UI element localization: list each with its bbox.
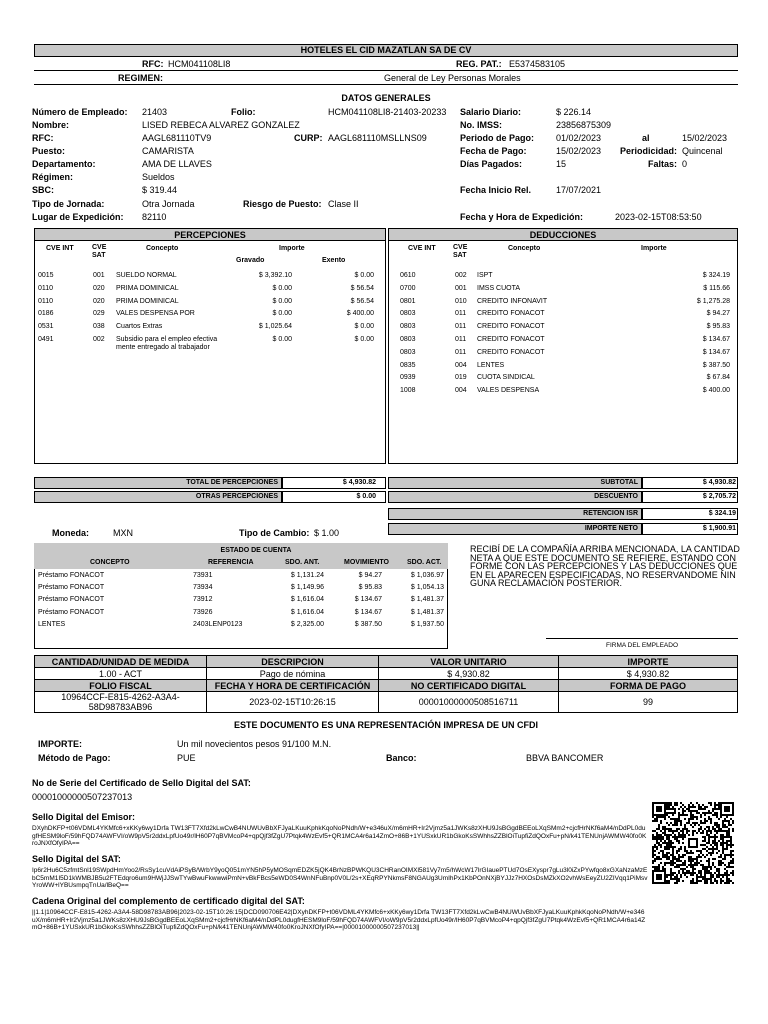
salario-value: $ 226.14 (556, 107, 592, 117)
retencion-label: RETENCION ISR (583, 510, 638, 517)
tipocambio-label: Tipo de Cambio: (239, 528, 310, 538)
perc-gravado: $ 0.00 (272, 284, 292, 292)
estado-h-mov: MOVIMIENTO (344, 559, 389, 566)
fechaexp-value: 2023-02-15T08:53:50 (615, 212, 702, 222)
imss-label: No. IMSS: (460, 120, 502, 130)
retencion-value: $ 324.19 (708, 510, 736, 517)
cfdi-h-nocert: NO CERTIFICADO DIGITAL (379, 680, 559, 692)
estado-sdoact: $ 1,481.37 (410, 608, 444, 616)
importe-label: IMPORTE: (38, 739, 82, 749)
moneda-label: Moneda: (52, 528, 89, 538)
sbc-value: $ 319.44 (142, 185, 178, 195)
cadena-value: ||1.1|10964CCF-E815-4262-A3A4-58D98783AB96|2023-02-15T10:26:15|DCD090706E42|DXyhDKFP+t06VDML4YKMfc6+xKKy6wy1Drfa TW13FT7Xfd2kLwCwB4NUWUvBbXFJyaLKuuKphkKqoNoPNdh/W+e346uX/m6mHR+Ir2Vjmz5a1JWKs8zXHU9JsBGgdBEEoLXqSMm2+cjcfHrNKf6aM4/nDdPL0dugfHESM9loF/59hFQD74AWFVI/oW9pV5r2ddxLpfUo49r/lH60P7qBVMcoP4+qpQjf3fZgU7Ptqk4WzEvf5+QR1MCA4r6a14ZmO+86B+1YUSxkUR1bGkoKsSWhhsZZBlOiTupfiZdQOxFu+pN/k41TENUnjAWMW40fo0KroJNXfOfyIPA==|00001000000507237013|| (32, 909, 646, 931)
curp-label: CURP: (294, 133, 323, 143)
ded-sat: 011 (455, 348, 467, 356)
estado-sdoant: $ 1,616.04 (290, 596, 324, 604)
faltas-label: Faltas: (648, 159, 678, 169)
periodicidad-label: Periodicidad: (620, 146, 678, 156)
ded-importe: $ 95.83 (706, 323, 730, 331)
cfdi-h-valor: VALOR UNITARIO (379, 656, 559, 668)
estado-ref: 73931 (193, 572, 213, 579)
estado-ref: 73912 (193, 596, 213, 604)
ded-sat: 002 (455, 272, 467, 279)
ded-cve: 0803 (400, 310, 416, 318)
estado-h-sdoact: SDO. ACT. (407, 559, 442, 566)
estado-sdoact: $ 1,054.13 (410, 584, 444, 592)
deducciones-box (388, 228, 738, 464)
perc-cve: 0186 (38, 310, 54, 318)
regpat-label: REG. PAT.: (456, 59, 502, 69)
ded-sat: 011 (455, 336, 467, 343)
perc-h-sat2: SAT (92, 252, 106, 259)
perc-concepto: PRIMA DOMINICAL (116, 284, 179, 292)
cfdi-importe: $ 4,930.82 (559, 668, 738, 680)
estado-sdoant: $ 1,616.04 (290, 608, 324, 616)
cfdi-folio: 10964CCF-E815-4262-A3A4-58D98783AB96 (35, 692, 207, 713)
fechaexp-label: Fecha y Hora de Expedición: (460, 212, 584, 222)
perc-h-concepto: Concepto (146, 245, 179, 252)
fechapago-label: Fecha de Pago: (460, 146, 527, 156)
ded-sat: 004 (455, 387, 467, 395)
riesgo-label: Riesgo de Puesto: (243, 199, 322, 209)
rfc-value: HCM041108LI8 (168, 59, 231, 69)
cfdi-valor: $ 4,930.82 (379, 668, 559, 680)
ded-h-concepto: Concepto (508, 245, 541, 252)
perc-concepto: PRIMA DOMINICAL (116, 297, 179, 305)
perc-h-exento: Exento (322, 257, 346, 264)
perc-sat: 020 (93, 297, 105, 305)
estado-mov: $ 94.27 (358, 572, 382, 579)
ded-importe: $ 387.50 (702, 361, 730, 369)
ded-importe: $ 134.67 (702, 336, 730, 343)
estado-ref: 2403LENP0123 (193, 620, 243, 628)
emp-num-label: Número de Empleado: (32, 107, 128, 117)
estado-sdoant: $ 1,149.96 (290, 584, 324, 592)
perc-exento: $ 0.00 (354, 323, 374, 331)
serie-label: No de Serie del Certificado de Sello Digital del SAT: (32, 778, 251, 788)
perc-sat: 020 (93, 284, 105, 292)
ded-concepto: ISPT (477, 272, 493, 279)
company-name: HOTELES EL CID MAZATLAN SA DE CV (300, 45, 472, 55)
cfdi-nocert: 00001000000508516711 (379, 692, 559, 713)
descuento-value: $ 2,705.72 (702, 493, 736, 500)
banco-value: BBVA BANCOMER (526, 753, 604, 763)
serie-value: 00001000000507237013 (32, 792, 133, 802)
perc-concepto: VALES DESPENSA POR (116, 310, 195, 318)
ded-concepto: CREDITO FONACOT (477, 323, 545, 331)
ded-concepto: CREDITO INFONAVIT (477, 297, 548, 305)
ded-h-sat1: CVE (453, 244, 468, 251)
cfdi-h-folio: FOLIO FISCAL (35, 680, 207, 692)
periodicidad-value: Quincenal (682, 146, 723, 156)
perc-sat: 002 (93, 336, 105, 343)
nombre-label: Nombre: (32, 120, 70, 130)
perc-h-sat1: CVE (92, 244, 107, 251)
metodo-label: Método de Pago: (38, 753, 111, 763)
ded-cve: 0801 (400, 297, 416, 305)
periodo-ini: 01/02/2023 (556, 133, 602, 143)
perc-h-gravado: Gravado (236, 257, 265, 264)
perc-sat: 038 (93, 323, 105, 331)
ded-importe: $ 94.27 (706, 310, 730, 318)
representacion-title: ESTE DOCUMENTO ES UNA REPRESENTACIÓN IMPRESA DE UN CFDI (233, 720, 539, 730)
sello-sat-label: Sello Digital del SAT: (32, 854, 121, 864)
emp-rfc: AAGL681110TV9 (142, 133, 212, 143)
banco-label: Banco: (386, 753, 417, 763)
total-perc-value: $ 4,930.82 (342, 479, 376, 486)
perc-cve: 0491 (38, 336, 54, 343)
firma-label: FIRMA DEL EMPLEADO (606, 642, 678, 649)
perc-exento: $ 56.54 (350, 297, 374, 305)
depto-label: Departamento: (32, 159, 96, 169)
ded-importe: $ 400.00 (702, 387, 730, 395)
estado-h-sdoant: SDO. ANT. (285, 559, 320, 566)
ded-h-cve: CVE INT (408, 245, 436, 252)
faltas-value: 0 (682, 159, 688, 169)
ded-concepto: IMSS CUOTA (477, 284, 521, 292)
emp-regimen: Sueldos (142, 172, 175, 182)
metodo-value: PUE (177, 753, 196, 763)
ded-cve: 0803 (400, 348, 416, 356)
cfdi-table (34, 655, 738, 713)
perc-cve: 0110 (38, 284, 54, 292)
ded-importe: $ 67.84 (706, 374, 730, 382)
recibi-text: RECIBÍ DE LA COMPAÑÍA ARRIBA MENCIONADA, LA CANTIDAD NETA A QUE ESTE DOCUMENTO SE REFIERE, ESTANDO CONFORME CON LAS PERCEPCIONES Y LAS DEDUCCIONES QUE EN EL APARECEN ESPECIFICADAS, NO RESERVANDOME NINGUNA RECLAMACIÓN POSTERIOR. (470, 544, 740, 589)
nombre-value: LISED REBECA ALVAREZ GONZALEZ (142, 120, 300, 130)
otras-perc-value: $ 0.00 (356, 493, 376, 500)
otras-perc-label: OTRAS PERCEPCIONES (195, 493, 278, 500)
total-perc-label: TOTAL DE PERCEPCIONES (186, 479, 278, 486)
puesto-label: Puesto: (32, 146, 66, 156)
dias-value: 15 (556, 159, 567, 169)
periodo-al: al (642, 133, 650, 143)
lugar-value: 82110 (142, 212, 167, 222)
sbc-label: SBC: (32, 185, 54, 195)
estado-mov: $ 387.50 (354, 620, 382, 628)
neto-value: $ 1,900.91 (702, 525, 736, 532)
qr-code-icon (652, 802, 734, 884)
regpat-value: E5374583105 (509, 59, 566, 69)
perc-gravado: $ 1,025.64 (258, 323, 292, 331)
perc-sat: 029 (93, 310, 105, 318)
perc-sat: 001 (93, 272, 105, 279)
cfdi-h-importe: IMPORTE (559, 656, 738, 668)
regimen-value: General de Ley Personas Morales (384, 73, 521, 83)
deducciones-title: DEDUCCIONES (529, 230, 597, 240)
estado-ref: 73934 (193, 584, 213, 592)
ded-cve: 0803 (400, 336, 416, 343)
subtotal-value: $ 4,930.82 (702, 479, 736, 486)
ded-concepto: LENTES (477, 361, 505, 369)
perc-exento: $ 56.54 (350, 284, 374, 292)
imss-value: 23856875309 (556, 120, 612, 130)
ded-sat: 019 (455, 374, 467, 382)
cfdi-h-desc: DESCRIPCION (207, 656, 379, 668)
cfdi-desc: Pago de nómina (207, 668, 379, 680)
estado-concepto: Préstamo FONACOT (38, 584, 105, 592)
ded-concepto: VALES DESPENSA (477, 387, 540, 395)
cfdi-forma: 99 (559, 692, 738, 713)
perc-gravado: $ 3,392.10 (258, 272, 292, 279)
fechapago-value: 15/02/2023 (556, 146, 602, 156)
folio-label: Folio: (231, 107, 256, 117)
neto-label: IMPORTE NETO (584, 525, 638, 532)
puesto-value: CAMARISTA (142, 146, 194, 156)
ded-cve: 0939 (400, 374, 416, 382)
estado-concepto: Préstamo FONACOT (38, 572, 105, 579)
jornada-label: Tipo de Jornada: (32, 199, 105, 209)
ded-cve: 0610 (400, 272, 416, 279)
perc-cve: 0015 (38, 272, 54, 279)
sello-emisor-value: DXyhDKFP+t06VDML4YKMfc6+xKKy6wy1Drfa TW13FT7Xfd2kLwCwB4NUWUvBbXFJyaLKuuKphkKqoNoPNdh/W+e346uX/m6mHR+Ir2Vjmz5a1JWKs8zXHU9JsBGgdBEEoLXqSMm2+cjcfHrNKf6aM4/nDdPL0dugfHESM9loF/59hFQD74AWFVI/oW9pV5r2ddxLpfUo49r/lH60P7qBVMcoP4+qpQjf3fZgU7Ptqk4WzEvf5+QR1MCA4r6a14ZmO+86B+1YUSxkUR1bGkoKsSWhhsZZBlOiTupfiZdQOxFu+pN/k41TENUnjAWMW40fo0KroJNXfOfyIPA== (32, 825, 647, 847)
tipocambio-value: $ 1.00 (314, 528, 340, 538)
ded-importe: $ 115.66 (703, 284, 730, 292)
emp-regimen-label: Régimen: (32, 172, 74, 182)
perc-concepto: Subsidio para el empleo efectivamente entregado al trabajador (116, 336, 218, 351)
riesgo-value: Clase II (328, 199, 359, 209)
ded-sat: 004 (455, 361, 467, 369)
rfc-label: RFC: (142, 59, 164, 69)
perc-exento: $ 0.00 (354, 272, 374, 279)
ded-sat: 010 (455, 297, 467, 305)
perc-h-importe: Importe (279, 245, 305, 252)
perc-h-cve: CVE INT (46, 245, 74, 252)
sello-sat-value: Ip6r2Hu6C5zfmtSnl19SWpdHmYoo2/RsSy1cuVdAiPSyB/WrbY9yoQ051mYN5hP5yMOSqmEDZK5jQK4BrNzBPWKQU3CHRanOIMXl581Vy7m5/hWcW17lrGIauePTUd7OsEXyspr7gLu3l0iZxPYwfqo8xGXaNzaMzEbC5mM1I5D1kWMBJB5u2FTEdqro6um9HWjJJSwTYwBwuFkwwwiPmN+vBkFBcs5eWD0S4WnNFuBnp0V0L/2s+XEqRPYNkmsF8NGAUg3UmIhPx1KbPOnNXjBYJJz7HXOsDsMZkXO2vhWsEeyZU2ZIVqq1PiMsvYroWW+lYBUsmpqTnUa/lBeQ== (32, 867, 648, 889)
ded-h-sat2: SAT (453, 252, 467, 259)
depto-value: AMA DE LLAVES (142, 159, 212, 169)
subtotal-label: SUBTOTAL (600, 479, 638, 486)
estado-sdoant: $ 1,131.24 (290, 572, 324, 579)
estado-concepto: Préstamo FONACOT (38, 608, 105, 616)
curp-value: AAGL681110MSLLNS09 (328, 133, 427, 143)
perc-gravado: $ 0.00 (272, 336, 292, 343)
emp-num: 21403 (142, 107, 168, 117)
ded-importe: $ 324.19 (702, 272, 730, 279)
ded-importe: $ 1,275.28 (696, 297, 730, 305)
ded-concepto: CUOTA SINDICAL (477, 374, 535, 382)
estado-sdoact: $ 1,481.37 (410, 596, 444, 604)
estado-sdoant: $ 2,325.00 (290, 620, 324, 628)
lugar-label: Lugar de Expedición: (32, 212, 124, 222)
estado-mov: $ 134.67 (354, 608, 382, 616)
estado-sdoact: $ 1,937.50 (410, 620, 444, 628)
ded-concepto: CREDITO FONACOT (477, 310, 545, 318)
moneda-value: MXN (113, 528, 133, 538)
ded-sat: 011 (455, 310, 467, 318)
cfdi-h-cant: CANTIDAD/UNIDAD DE MEDIDA (35, 656, 207, 668)
periodo-fin: 15/02/2023 (682, 133, 728, 143)
cfdi-cant: 1.00 - ACT (35, 668, 207, 680)
periodo-label: Periodo de Pago: (460, 133, 535, 143)
salario-label: Salario Diario: (460, 107, 522, 117)
cfdi-h-forma: FORMA DE PAGO (559, 680, 738, 692)
ded-concepto: CREDITO FONACOT (477, 348, 545, 356)
ded-concepto: CREDITO FONACOT (477, 336, 545, 343)
ded-importe: $ 134.67 (702, 348, 730, 356)
emp-rfc-label: RFC: (32, 133, 54, 143)
estado-mov: $ 95.83 (358, 584, 382, 592)
inicio-value: 17/07/2021 (556, 185, 602, 195)
ded-cve: 0803 (400, 323, 416, 331)
ded-sat: 001 (455, 284, 467, 292)
perc-exento: $ 0.00 (354, 336, 374, 343)
descuento-label: DESCUENTO (594, 493, 638, 500)
ded-sat: 011 (455, 323, 467, 331)
jornada-value: Otra Jornada (142, 199, 195, 209)
perc-cve: 0110 (38, 297, 54, 305)
ded-h-importe: Importe (641, 245, 667, 252)
estado-concepto: Préstamo FONACOT (38, 596, 105, 604)
estado-ref: 73926 (193, 608, 213, 616)
cfdi-fecha: 2023-02-15T10:26:15 (207, 692, 379, 713)
estado-sdoact: $ 1,036.97 (410, 572, 444, 579)
estado-mov: $ 134.67 (354, 596, 382, 604)
perc-concepto: SUELDO NORMAL (116, 272, 177, 279)
perc-exento: $ 400.00 (346, 310, 374, 318)
estado-h-ref: REFERENCIA (208, 559, 254, 566)
perc-cve: 0531 (38, 323, 54, 331)
perc-concepto: Cuartos Extras (116, 323, 163, 331)
importe-letra: Un mil novecientos pesos 91/100 M.N. (177, 739, 332, 749)
estado-concepto: LENTES (38, 620, 66, 628)
datos-generales-title: DATOS GENERALES (341, 93, 431, 103)
folio-value: HCM041108LI8-21403-20233 (328, 107, 447, 117)
dias-label: Días Pagados: (460, 159, 523, 169)
estado-h-concepto: CONCEPTO (90, 559, 130, 566)
perc-gravado: $ 0.00 (272, 310, 292, 318)
percepciones-title: PERCEPCIONES (174, 230, 246, 240)
cadena-label: Cadena Original del complemento de certificado digital del SAT: (32, 896, 305, 906)
inicio-label: Fecha Inicio Rel. (460, 185, 532, 195)
cfdi-h-fecha: FECHA Y HORA DE CERTIFICACIÓN (207, 680, 379, 692)
regimen-label: REGIMEN: (118, 73, 163, 83)
estado-title: ESTADO DE CUENTA (220, 547, 292, 554)
perc-gravado: $ 0.00 (272, 297, 292, 305)
ded-cve: 1008 (400, 387, 416, 395)
sello-emisor-label: Sello Digital del Emisor: (32, 812, 136, 822)
ded-cve: 0835 (400, 361, 416, 369)
ded-cve: 0700 (400, 284, 416, 292)
